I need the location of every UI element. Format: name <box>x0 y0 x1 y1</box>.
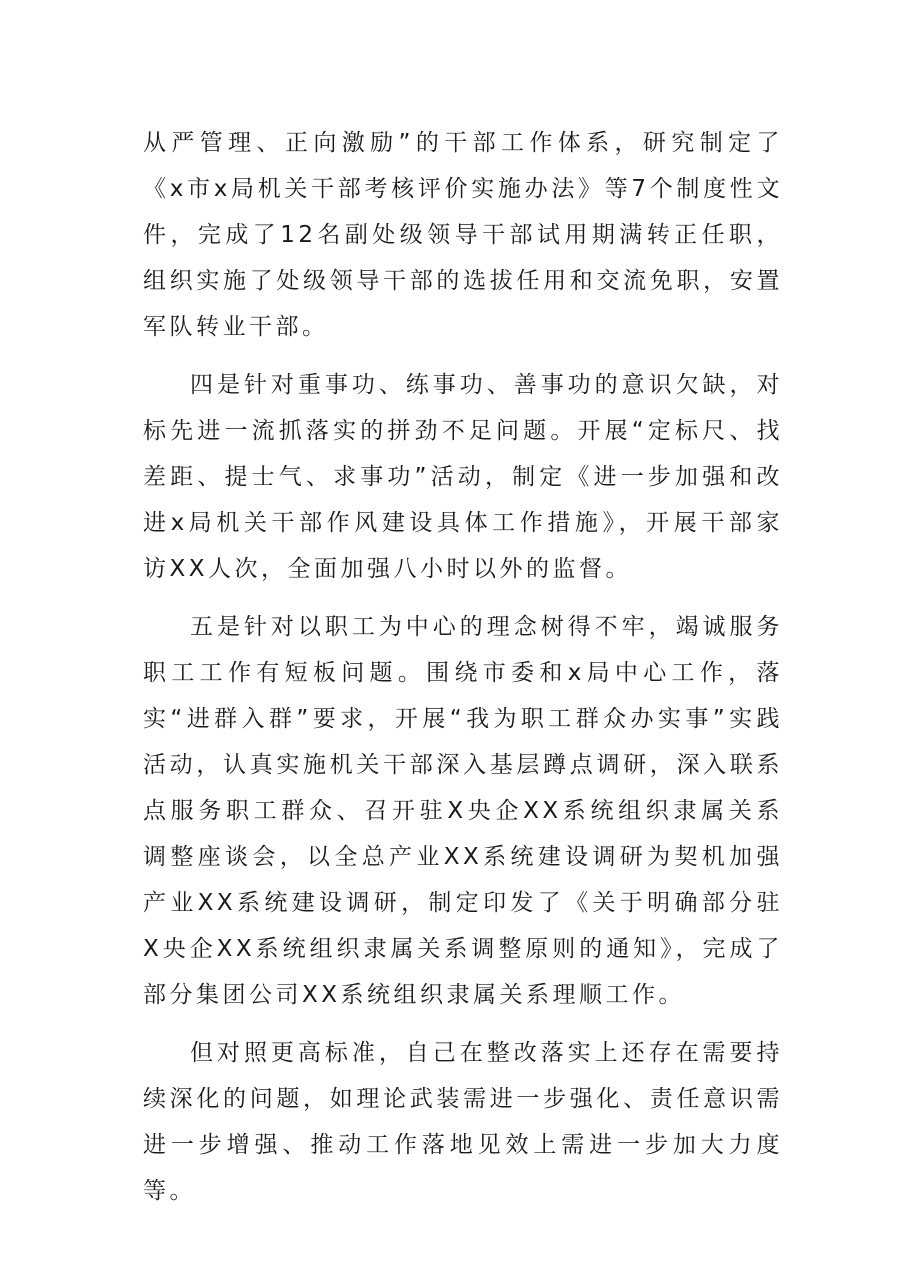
document-body <box>143 120 783 1226</box>
paragraph-point-five: 五是针对以职工为中心的理念树得不牢，竭诚服务职工工作有短板问题。围绕市委和x局中心工作，落实“进群入群”要求，开展“我为职工群众办实事”实践活动，认真实施机关干部深入基层蹲点调研，深入联系点服务职工群众、召开驻X央企XX系统组织隶属关系调整座谈会，以全总产业XX系统建设调研为契机加强产业XX系统建设调研，制定印发了《关于明确部分驻X央企XX系统组织隶属关系调整原则的通知》，完成了部分集团公司XX系统组织隶属关系理顺工作。 <box>143 614 783 1008</box>
paragraph-conclusion: 但对照更高标准，自己在整改落实上还存在需要持续深化的问题，如理论武装需进一步强化、责任意识需进一步增强、推动工作落地见效上需进一步加大力度等。 <box>143 1040 783 1204</box>
paragraph-continuation: 从严管理、正向激励”的干部工作体系，研究制定了《x市x局机关干部考核评价实施办法》等7个制度性文件，完成了12名副处级领导干部试用期满转正任职，组织实施了处级领导干部的选拔任用和交流免职，安置军队转业干部。 <box>143 130 783 340</box>
paragraph-point-four: 四是针对重事功、练事功、善事功的意识欠缺，对标先进一流抓落实的拼劲不足问题。开展“定标尺、找差距、提士气、求事功”活动，制定《进一步加强和改进x局机关干部作风建设具体工作措施》，开展干部家访XX人次，全面加强八小时以外的监督。 <box>143 372 783 582</box>
